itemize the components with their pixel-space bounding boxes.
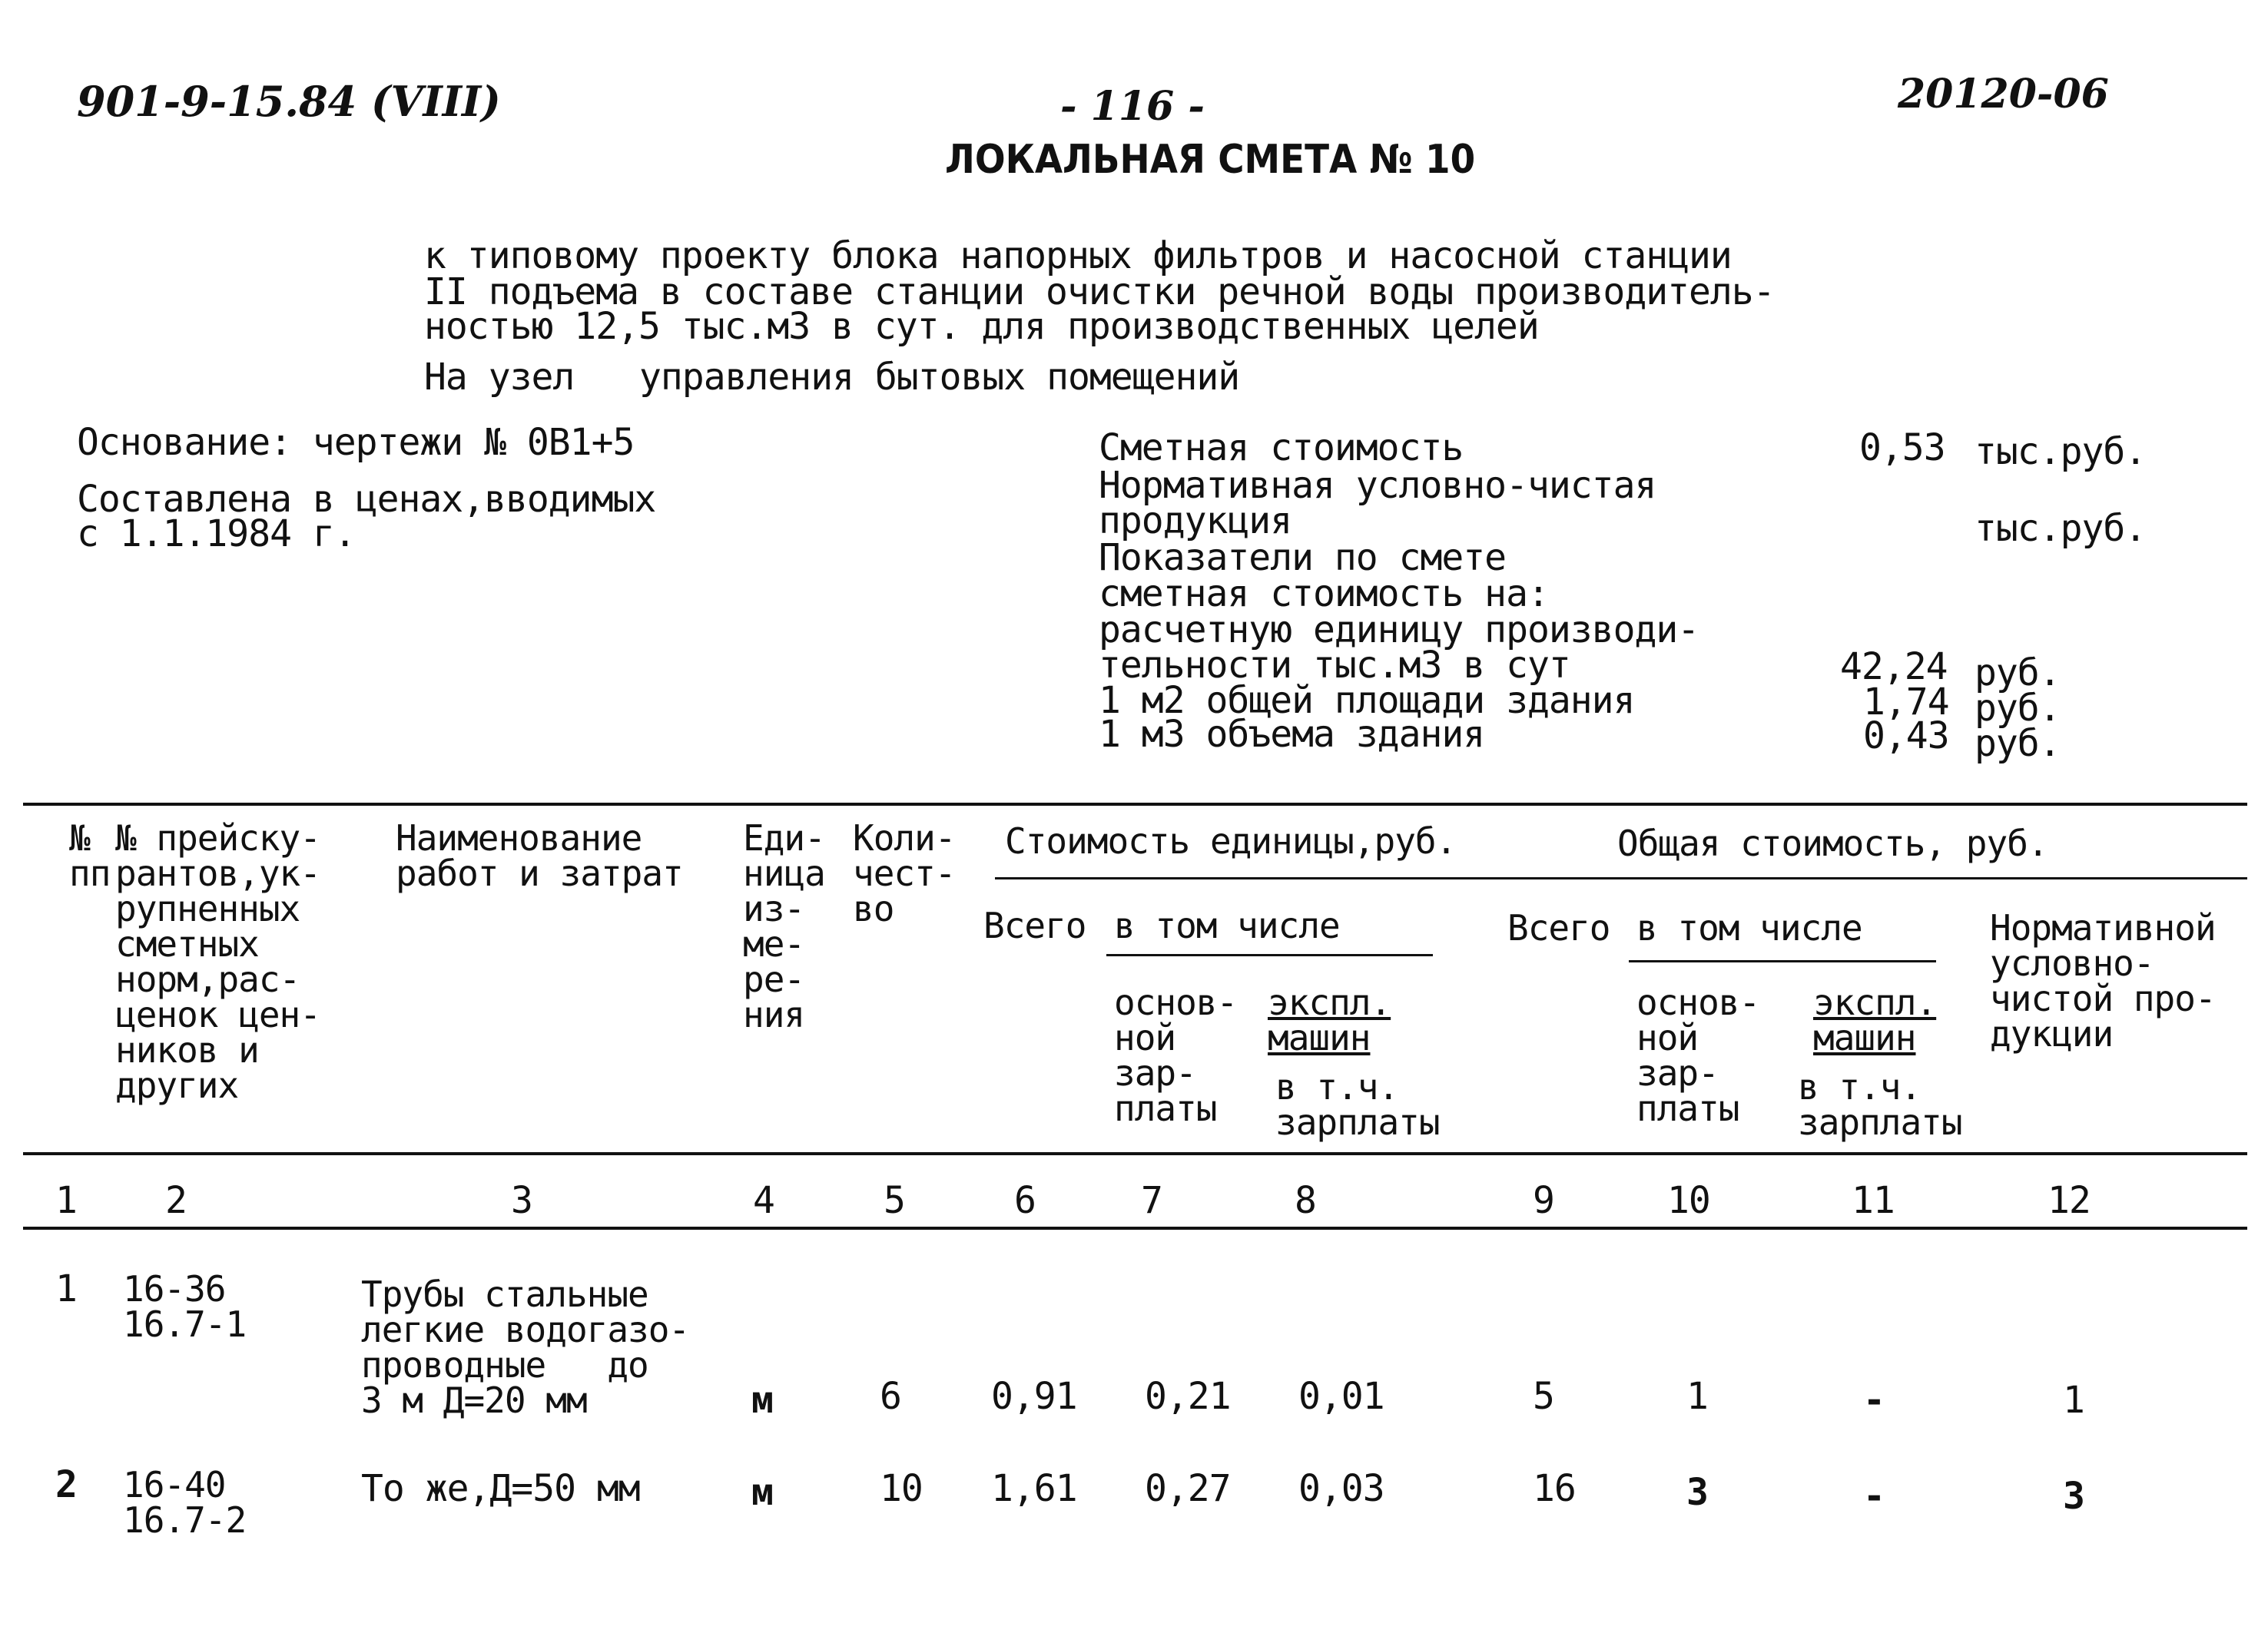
norm-label-1: Нормативная условно-чистая xyxy=(1099,464,1656,507)
col-number: 2 xyxy=(165,1179,187,1222)
norm-unit: тыс.руб. xyxy=(1975,507,2147,550)
row-total: 5 xyxy=(1533,1375,1554,1418)
col-header-incl-1: в том числе xyxy=(1114,905,1340,946)
row-unit-total: 0,91 xyxy=(991,1375,1077,1418)
subtitle-line-1: к типовому проекту блока напорных фильтров и насосной станции xyxy=(424,234,1732,277)
row-unit-total: 1,61 xyxy=(991,1467,1077,1510)
col-number: 5 xyxy=(884,1179,905,1222)
archive-number: 20120-06 xyxy=(1898,71,2109,118)
col-number: 7 xyxy=(1141,1179,1162,1222)
object-value: управления бытовых помещений xyxy=(639,356,1240,399)
indicator-volume-unit: руб. xyxy=(1975,722,2061,765)
col-number: 8 xyxy=(1295,1179,1316,1222)
subtitle-line-2: II подъема в составе станции очистки речной воды производитель- xyxy=(424,270,1775,313)
row-work-name: Трубы стальные легкие водогазо- проводные до 3 м Д=20 мм xyxy=(361,1274,690,1421)
indicator-volume-value: 0,43 xyxy=(1863,714,1949,757)
indicator-capacity-label-1: расчетную единицу производи- xyxy=(1099,608,1699,651)
indicators-label: Показатели по смете xyxy=(1099,536,1507,579)
col-header-unit: Еди- ница из- ме- ре- ния xyxy=(743,817,825,1035)
col-header-machines-2: экспл. машин xyxy=(1813,982,1937,1058)
col-number: 12 xyxy=(2048,1179,2091,1222)
row-quantity: 10 xyxy=(880,1467,923,1510)
col-header-normative: Нормативной условно- чистой про- дукции xyxy=(1990,907,2216,1055)
row-unit-wage: 0,27 xyxy=(1145,1467,1231,1510)
cost-unit: тыс.руб. xyxy=(1975,430,2147,473)
norm-label-2: продукция xyxy=(1099,499,1292,542)
table-top-rule xyxy=(23,803,2247,806)
row-quantity: 6 xyxy=(880,1375,901,1418)
col-header-unit-cost: Стоимость единицы,руб. xyxy=(1005,820,1457,862)
row-total: 16 xyxy=(1533,1467,1576,1510)
header-bottom-rule xyxy=(23,1152,2247,1155)
incl-rule-2 xyxy=(1629,960,1936,962)
subtitle-line-3: ностью 12,5 тыс.м3 в сут. для производственных целей xyxy=(424,305,1539,348)
cost-value: 0,53 xyxy=(1859,426,1945,469)
row-number: 2 xyxy=(55,1463,77,1506)
basis-drawings: Основание: чертежи № 0В1+5 xyxy=(77,421,635,464)
row-number: 1 xyxy=(55,1267,77,1310)
page-number: - 116 - xyxy=(1060,83,1205,130)
indicator-area-value: 1,74 xyxy=(1863,681,1949,724)
row-total-wage: 3 xyxy=(1686,1471,1708,1514)
indicator-area-unit: руб. xyxy=(1975,687,2061,730)
col-header-total-1: Всего xyxy=(983,905,1086,946)
col-number: 9 xyxy=(1533,1179,1554,1222)
doc-code: 901-9-15.84 (VIII) xyxy=(77,77,501,126)
row-unit: м xyxy=(751,1379,773,1422)
incl-rule-1 xyxy=(1106,954,1433,956)
row-total-machines: - xyxy=(1863,1475,1885,1518)
cost-label: Сметная стоимость xyxy=(1099,426,1464,469)
row-unit-machines: 0,01 xyxy=(1298,1375,1384,1418)
col-numbers-rule xyxy=(23,1227,2247,1230)
row-work-name: То же,Д=50 мм xyxy=(361,1467,640,1510)
col-number: 6 xyxy=(1014,1179,1036,1222)
col-header-wage-2: основ- ной зар- платы xyxy=(1636,982,1760,1129)
row-price-ref: 16-36 16.7-1 xyxy=(123,1268,247,1345)
basis-date: с 1.1.1984 г. xyxy=(77,512,356,555)
row-normative: 3 xyxy=(2063,1475,2084,1518)
row-total-machines: - xyxy=(1863,1379,1885,1422)
basis-prices: Составлена в ценах,вводимых xyxy=(77,478,656,521)
cost-group-rule xyxy=(995,877,2247,879)
indicator-capacity-value: 42,24 xyxy=(1840,645,1948,688)
row-unit-wage: 0,21 xyxy=(1145,1375,1231,1418)
col-header-incl-2: в том числе xyxy=(1636,907,1862,949)
indicator-volume-label: 1 м3 объема здания xyxy=(1099,713,1485,756)
page-title: ЛОКАЛЬНАЯ СМЕТА № 10 xyxy=(945,137,1476,183)
col-header-wage-1: основ- ной зар- платы xyxy=(1114,982,1238,1129)
col-number: 10 xyxy=(1667,1179,1710,1222)
col-header-machines-wage-1: в т.ч. зарплаты xyxy=(1275,1066,1440,1143)
col-number: 11 xyxy=(1852,1179,1895,1222)
indicator-capacity-unit: руб. xyxy=(1975,651,2061,694)
col-header-machines-1: экспл. машин xyxy=(1268,982,1391,1058)
col-header-total-2: Всего xyxy=(1507,907,1610,949)
indicator-capacity-label-2: тельности тыс.м3 в сут xyxy=(1099,644,1570,687)
row-normative: 1 xyxy=(2063,1379,2084,1422)
col-header-quantity: Коли- чест- во xyxy=(853,817,956,929)
row-total-wage: 1 xyxy=(1686,1375,1708,1418)
col-header-row-no: № пп xyxy=(69,817,111,894)
col-header-price-ref: № прейску- рантов,ук- рупненных сметных норм,рас- ценок цен- ников и других xyxy=(115,817,320,1106)
col-number: 3 xyxy=(511,1179,532,1222)
col-header-total-cost: Общая стоимость, руб. xyxy=(1617,823,2048,864)
col-number: 1 xyxy=(55,1179,77,1222)
indicator-area-label: 1 м2 общей площади здания xyxy=(1099,679,1635,722)
col-number: 4 xyxy=(753,1179,774,1222)
object-label: На узел xyxy=(424,356,575,399)
row-price-ref: 16-40 16.7-2 xyxy=(123,1464,247,1541)
col-header-work-name: Наименование работ и затрат xyxy=(396,817,683,894)
row-unit: м xyxy=(751,1471,773,1514)
col-header-machines-wage-2: в т.ч. зарплаты xyxy=(1798,1066,1962,1143)
indicators-sublabel: сметная стоимость на: xyxy=(1099,572,1549,615)
row-unit-machines: 0,03 xyxy=(1298,1467,1384,1510)
